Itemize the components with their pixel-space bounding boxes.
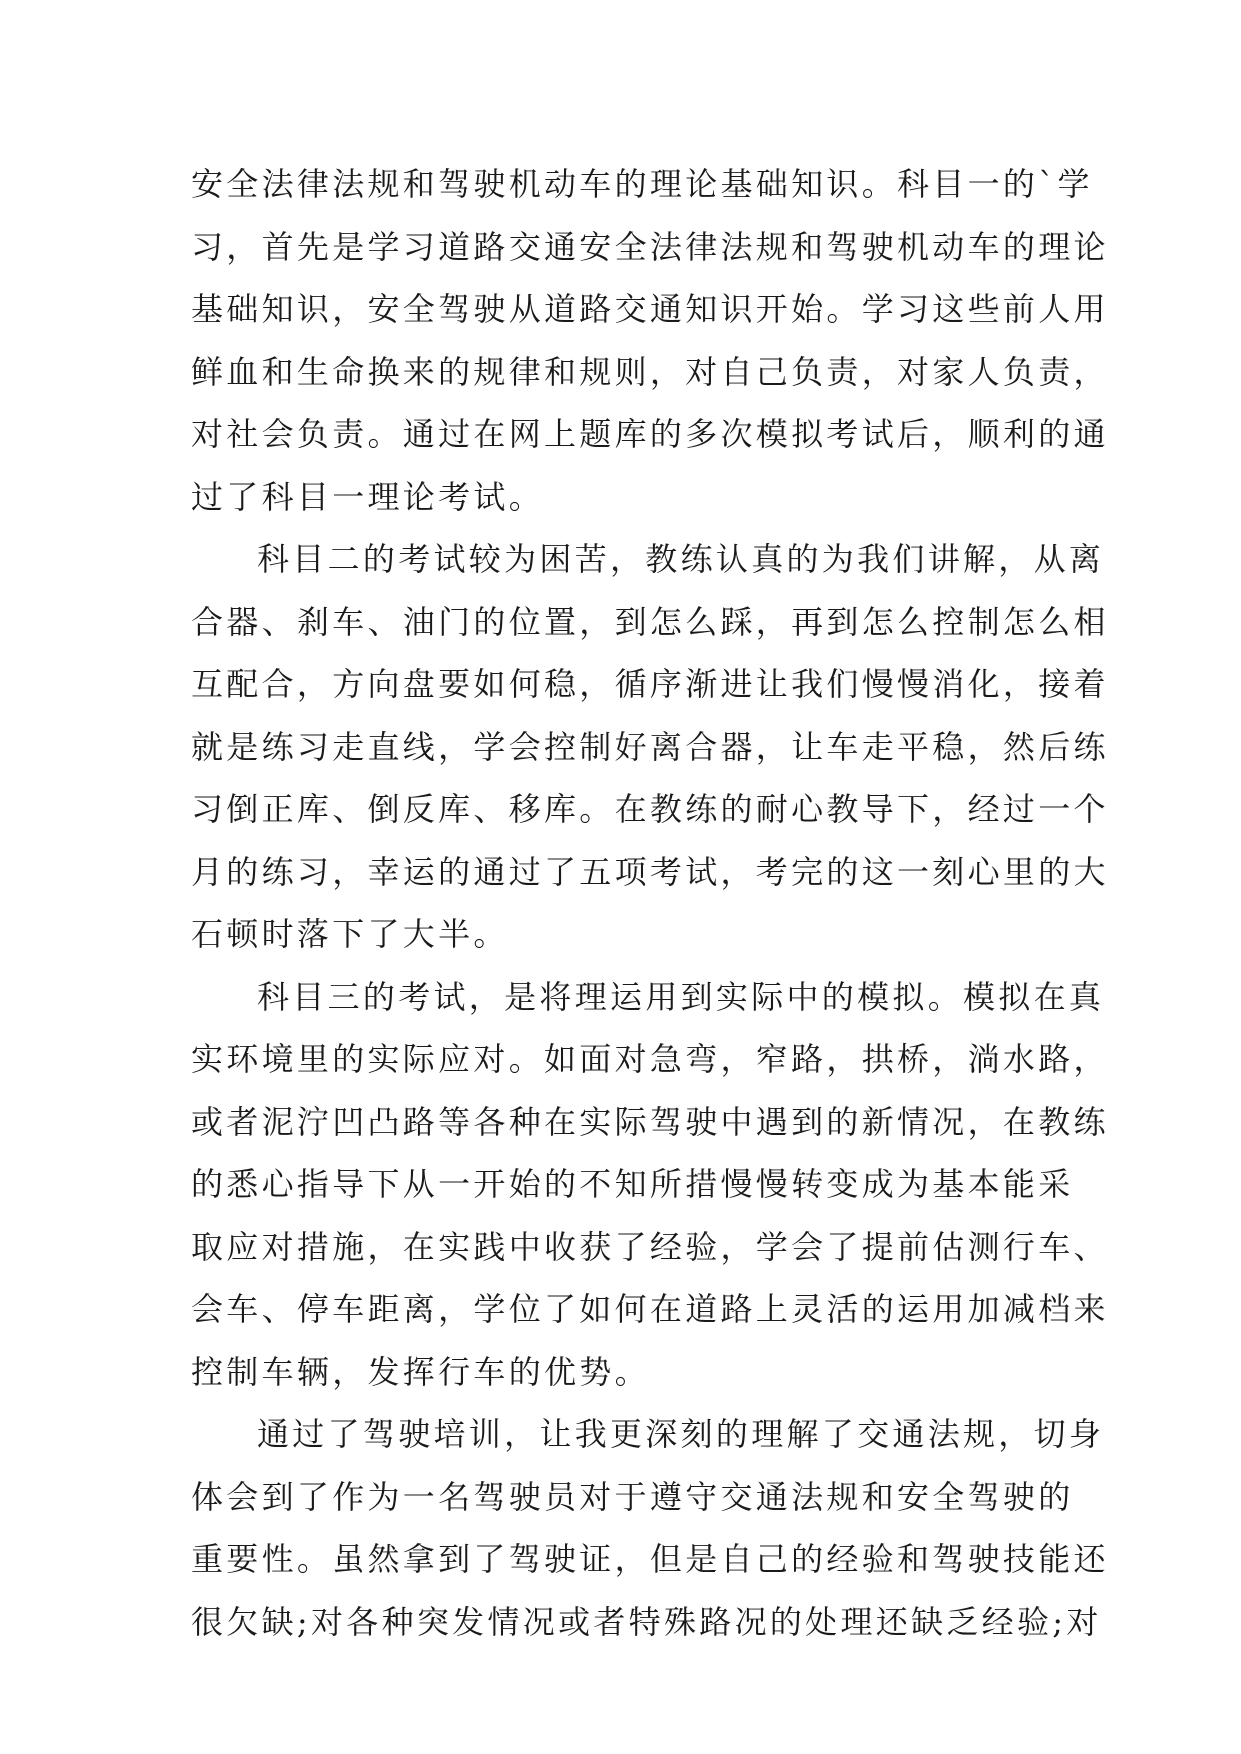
text-line: 很欠缺;对各种突发情况或者特殊路况的处理还缺乏经验;对 <box>191 1602 1102 1641</box>
text-line: 月的练习，幸运的通过了五项考试，考完的这一刻心里的大 <box>191 852 1109 891</box>
text-line: 会车、停车距离，学位了如何在道路上灵活的运用加减档来 <box>191 1290 1109 1328</box>
paragraph-first-line: 通过了驾驶培训，让我更深刻的理解了交通法规，切身 <box>257 1415 1105 1453</box>
text-line: 对社会负责。通过在网上题库的多次模拟考试后，顺利的通 <box>191 415 1109 453</box>
text-line: 习，首先是学习道路交通安全法律法规和驾驶机动车的理论 <box>191 227 1109 266</box>
text-line: 基础知识，安全驾驶从道路交通知识开始。学习这些前人用 <box>191 290 1109 328</box>
text-line: 实环境里的实际应对。如面对急弯，窄路，拱桥，淌水路， <box>191 1040 1109 1078</box>
text-line: 的悉心指导下从一开始的不知所措慢慢转变成为基本能采 <box>191 1165 1074 1203</box>
text-line: 过了科目一理论考试。 <box>191 477 545 516</box>
text-line: 控制车辆，发挥行车的优势。 <box>191 1352 650 1391</box>
text-line: 安全法律法规和驾驶机动车的理论基础知识。科目一的`学 <box>191 165 1093 203</box>
text-line: 就是练习走直线，学会控制好离合器，让车走平稳，然后练 <box>191 727 1109 766</box>
text-line: 互配合，方向盘要如何稳，循序渐进让我们慢慢消化，接着 <box>191 665 1109 703</box>
text-line: 鲜血和生命换来的规律和规则，对自己负责，对家人负责， <box>191 352 1109 391</box>
paragraph-first-line: 科目二的考试较为困苦，教练认真的为我们讲解，从离 <box>257 540 1105 578</box>
text-line: 石顿时落下了大半。 <box>191 915 509 953</box>
text-line: 合器、刹车、油门的位置，到怎么踩，再到怎么控制怎么相 <box>191 602 1109 641</box>
text-line: 取应对措施，在实践中收获了经验，学会了提前估测行车、 <box>191 1227 1109 1266</box>
text-line: 习倒正库、倒反库、移库。在教练的耐心教导下，经过一个 <box>191 790 1109 828</box>
text-line: 体会到了作为一名驾驶员对于遵守交通法规和安全驾驶的 <box>191 1477 1074 1516</box>
text-line: 重要性。虽然拿到了驾驶证，但是自己的经验和驾驶技能还 <box>191 1540 1109 1578</box>
paragraph-first-line: 科目三的考试，是将理运用到实际中的模拟。模拟在真 <box>257 977 1105 1016</box>
document-body <box>191 153 1109 1653</box>
text-line: 或者泥泞凹凸路等各种在实际驾驶中遇到的新情况，在教练 <box>191 1102 1109 1141</box>
